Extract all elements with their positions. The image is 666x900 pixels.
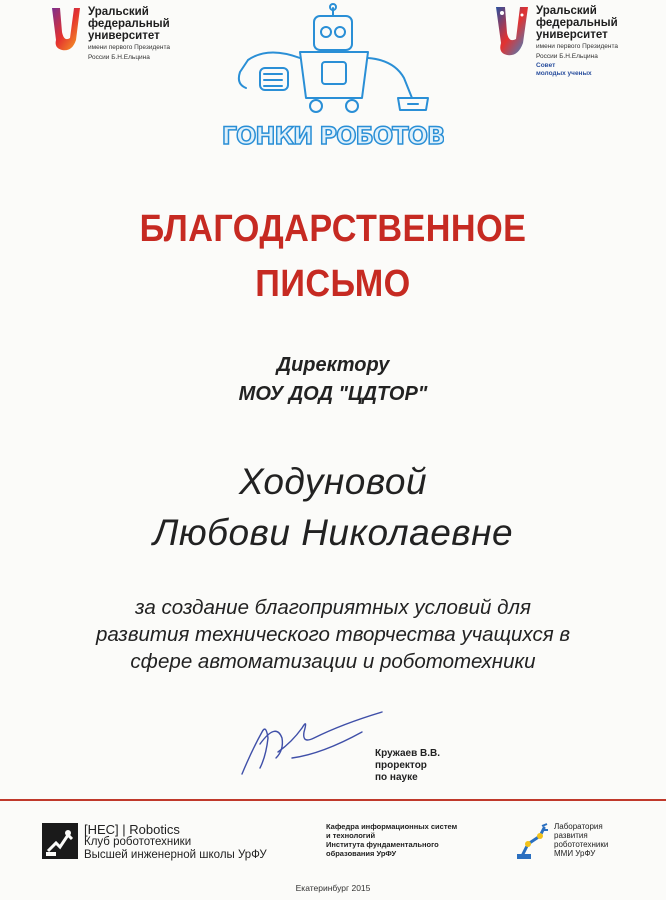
dept-line-4: образования УрФУ: [326, 849, 397, 858]
reason-line-1: за создание благоприятных условий для: [135, 596, 531, 619]
urfu-right-name-line-2: федеральный: [536, 17, 618, 29]
urfu-sub-line-2: России Б.Н.Ельцина: [88, 53, 150, 61]
urfu-right-name-line-3: университет: [536, 29, 608, 41]
dept-line-1: Кафедра информационных систем: [326, 822, 458, 831]
recipient-given-names: Любови Николаевне: [152, 512, 514, 553]
hec-line-2: Высшей инженерной школы УрФУ: [84, 849, 267, 861]
urfu-council-logo-icon: [492, 5, 532, 59]
hec-robotics-icon: [42, 823, 78, 859]
lab-line-4: ММИ УрФУ: [554, 849, 596, 858]
hec-line-1: Клуб робототехники: [84, 836, 192, 848]
council-label-line-2: молодых ученых: [536, 69, 592, 77]
urfu-sub-line-1: имени первого Президента: [88, 44, 171, 51]
urfu-logo-right: [492, 5, 618, 77]
dept-line-3: Института фундаментального: [326, 840, 439, 849]
signer-role-line-2: по науке: [375, 772, 418, 783]
robot-race-logo-icon: [222, 2, 444, 152]
signer-name: Кружаев В.В.: [375, 748, 441, 759]
department-block: [326, 822, 457, 858]
lab-line-3: робототехники: [554, 840, 609, 849]
signer-block: [375, 748, 440, 784]
hec-title: [HEC] | Robotics: [84, 822, 180, 837]
city-year: Екатеринбург 2015: [295, 883, 371, 893]
signer-role-line-1: проректор: [375, 760, 427, 771]
addressee-organization: МОУ ДОД "ЦДТОР": [238, 383, 428, 405]
urfu-right-name-line-1: Уральский: [536, 5, 597, 17]
addressee-position: Директору: [276, 354, 390, 376]
urfu-logo-icon: [48, 6, 82, 52]
reason-line-2: развития технического творчества учащихся в: [95, 623, 571, 646]
footer-divider: [0, 799, 666, 801]
lab-line-1: Лаборатория: [554, 822, 603, 831]
urfu-logo-left: [48, 6, 170, 61]
urfu-name-line-3: университет: [88, 30, 160, 42]
robotic-arm-icon: [514, 822, 548, 860]
hec-robotics-logo: [42, 823, 267, 862]
council-label-line-1: Совет: [536, 62, 556, 69]
letter-title-line-2: ПИСЬМО: [255, 263, 411, 305]
recipient-surname: Ходуновой: [238, 461, 428, 502]
lab-line-2: развития: [554, 831, 588, 840]
letter-title-line-1: БЛАГОДАРСТВЕННОЕ: [139, 208, 527, 250]
dept-line-2: и технологий: [326, 831, 376, 840]
urfu-right-sub-line-1: имени первого Президента: [536, 43, 619, 50]
reason-line-3: сфере автоматизации и робототехники: [130, 650, 536, 673]
urfu-right-sub-line-2: России Б.Н.Ельцина: [536, 52, 598, 60]
event-logo-text: ГОНКИ РОБОТОВ: [222, 122, 444, 150]
urfu-name-line-1: Уральский: [88, 6, 149, 18]
urfu-name-line-2: федеральный: [88, 18, 170, 30]
robotics-lab-logo: [514, 822, 608, 860]
